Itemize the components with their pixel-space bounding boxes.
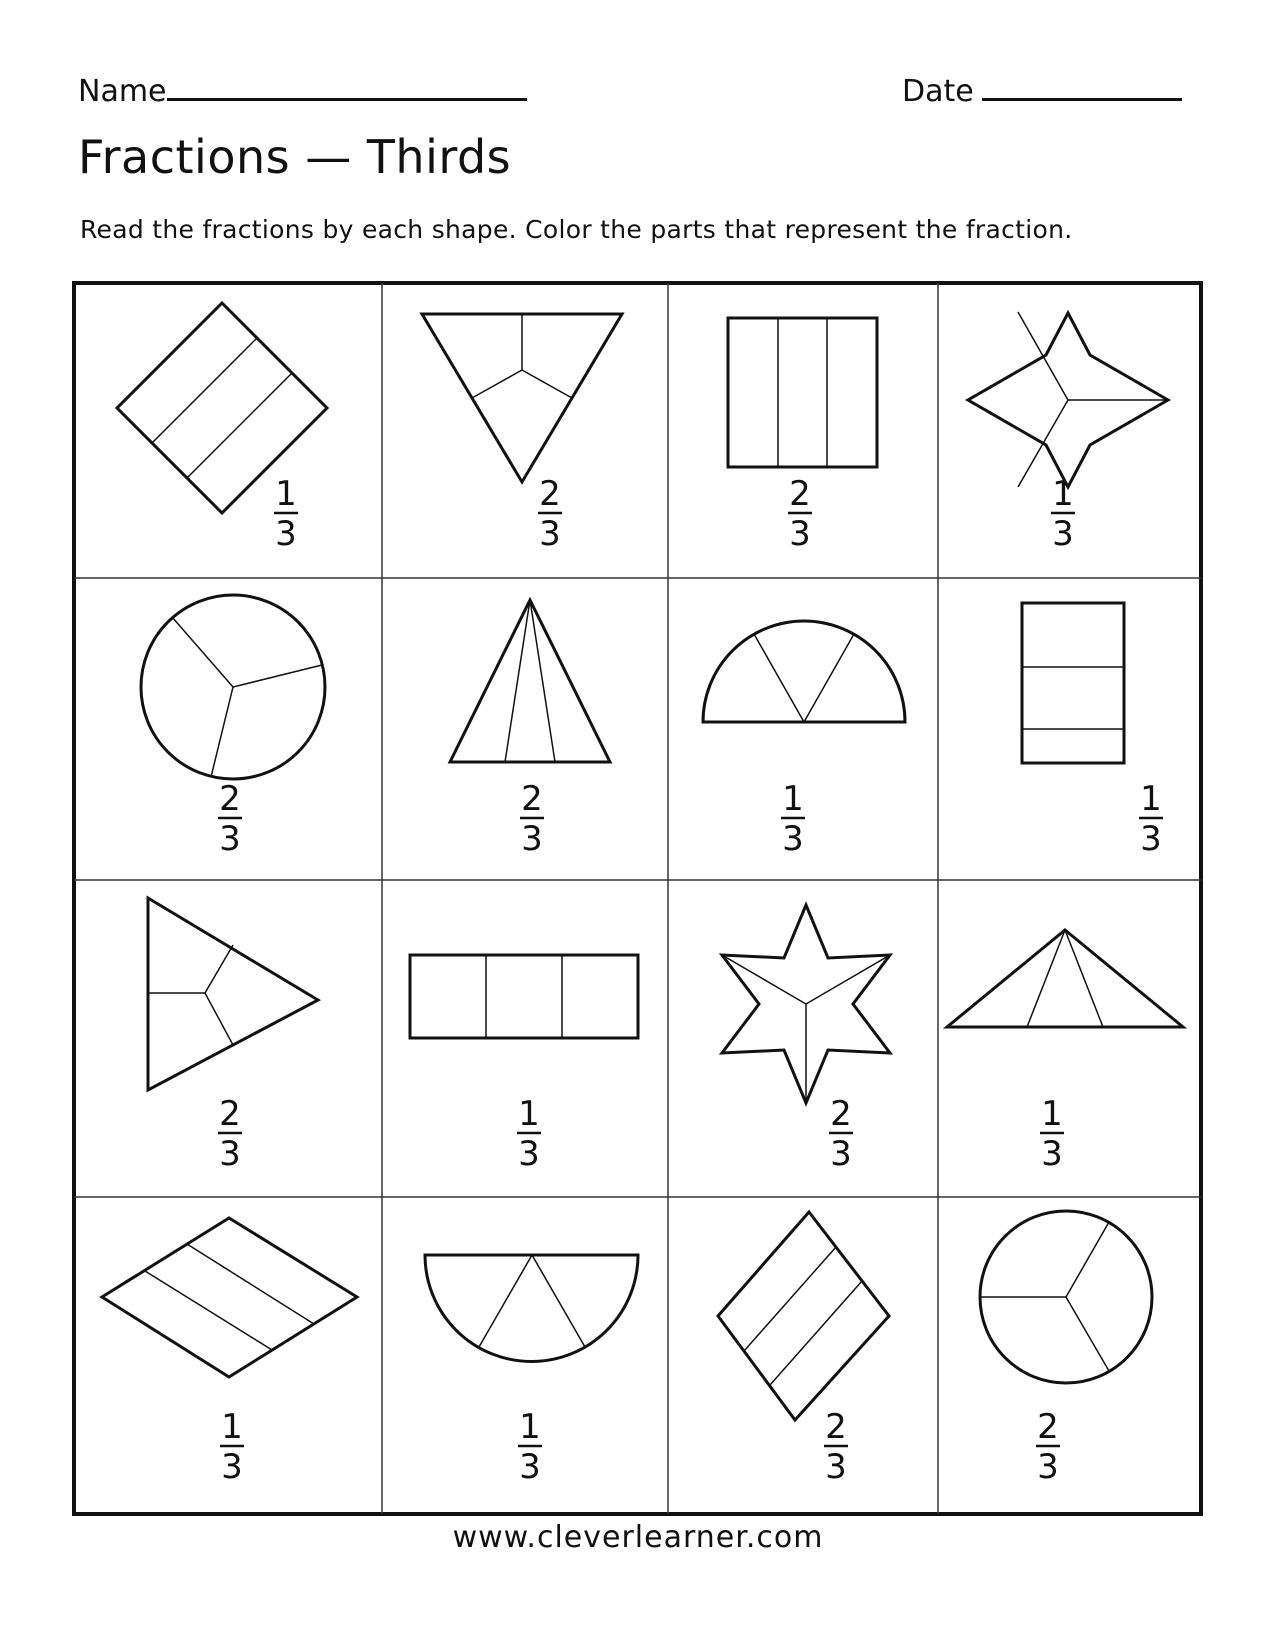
right-triangle-icon[interactable] (148, 898, 318, 1090)
fraction-denominator: 3 (539, 514, 561, 554)
tall-triangle-icon[interactable] (450, 600, 610, 762)
fraction-numerator: 2 (830, 1094, 852, 1134)
fraction-numerator: 1 (1041, 1094, 1063, 1134)
fraction-label (538, 474, 562, 554)
diamond-icon[interactable] (718, 1212, 889, 1420)
cell-9[interactable] (148, 898, 318, 1090)
fraction-numerator: 2 (219, 779, 241, 819)
fraction-numerator: 2 (789, 474, 811, 514)
fraction-denominator: 3 (830, 1134, 852, 1174)
fraction-label (1139, 779, 1163, 859)
star-icon[interactable] (968, 312, 1168, 487)
fraction-label (517, 1094, 541, 1174)
fraction-label (220, 1407, 244, 1487)
fraction-denominator: 3 (519, 1447, 541, 1487)
circle-icon[interactable] (980, 1211, 1152, 1383)
fraction-label (781, 779, 805, 859)
inverted-triangle-icon[interactable] (422, 314, 622, 482)
bowl-semicircle-icon[interactable] (425, 1255, 638, 1362)
fraction-label (218, 1094, 242, 1174)
fraction-numerator: 1 (275, 474, 297, 514)
fraction-denominator: 3 (1041, 1134, 1063, 1174)
fraction-label (1040, 1094, 1064, 1174)
cell-7[interactable] (703, 621, 905, 722)
instructions: Read the fractions by each shape. Color the parts that represent the fraction. (80, 215, 1073, 244)
fraction-denominator: 3 (518, 1134, 540, 1174)
fraction-label (1051, 474, 1075, 554)
fraction-numerator: 1 (1052, 474, 1074, 514)
fraction-numerator: 1 (519, 1407, 541, 1447)
fraction-numerator: 1 (221, 1407, 243, 1447)
fraction-denominator: 3 (219, 1134, 241, 1174)
cell-6[interactable] (450, 600, 610, 762)
flat-triangle-icon[interactable] (947, 930, 1183, 1027)
fraction-numerator: 1 (782, 779, 804, 819)
fraction-numerator: 2 (521, 779, 543, 819)
rhombus-icon[interactable] (102, 1218, 357, 1377)
fraction-numerator: 2 (219, 1094, 241, 1134)
cell-11[interactable] (722, 905, 890, 1103)
cell-14[interactable] (425, 1255, 638, 1362)
cell-3[interactable] (728, 318, 877, 467)
fraction-denominator: 3 (789, 514, 811, 554)
semicircle-icon[interactable] (703, 621, 905, 722)
cell-13[interactable] (102, 1218, 357, 1377)
cell-4[interactable] (968, 312, 1168, 487)
fraction-numerator: 2 (1037, 1407, 1059, 1447)
cell-15[interactable] (718, 1212, 889, 1420)
cell-8[interactable] (1022, 603, 1124, 763)
cell-16[interactable] (980, 1211, 1152, 1383)
circle-icon[interactable] (141, 595, 325, 779)
fraction-label (518, 1407, 542, 1487)
cell-2[interactable] (422, 314, 622, 482)
fraction-label (824, 1407, 848, 1487)
date-label: Date (902, 74, 974, 109)
tall-rectangle-icon[interactable] (1022, 603, 1124, 763)
fraction-denominator: 3 (1052, 514, 1074, 554)
fraction-label (218, 779, 242, 859)
fraction-label (1036, 1407, 1060, 1487)
fraction-label (788, 474, 812, 554)
fraction-denominator: 3 (825, 1447, 847, 1487)
star-icon[interactable] (722, 905, 890, 1103)
fraction-denominator: 3 (782, 819, 804, 859)
fraction-numerator: 2 (539, 474, 561, 514)
page-title: Fractions — Thirds (78, 130, 512, 184)
wide-rectangle-icon[interactable] (410, 955, 638, 1038)
fraction-numerator: 1 (518, 1094, 540, 1134)
grid-border (74, 283, 1201, 1514)
fraction-denominator: 3 (1037, 1447, 1059, 1487)
fraction-denominator: 3 (1140, 819, 1162, 859)
fraction-label (829, 1094, 853, 1174)
cell-12[interactable] (947, 930, 1183, 1027)
fraction-numerator: 1 (1140, 779, 1162, 819)
fraction-denominator: 3 (521, 819, 543, 859)
fraction-numerator: 2 (825, 1407, 847, 1447)
fraction-label (274, 474, 298, 554)
name-label: Name (78, 74, 167, 109)
square-icon[interactable] (728, 318, 877, 467)
fraction-label (520, 779, 544, 859)
footer-url: www.cleverlearner.com (452, 1520, 824, 1555)
fraction-denominator: 3 (275, 514, 297, 554)
cell-5[interactable] (141, 595, 325, 779)
fraction-denominator: 3 (219, 819, 241, 859)
fraction-denominator: 3 (221, 1447, 243, 1487)
cell-10[interactable] (410, 955, 638, 1038)
